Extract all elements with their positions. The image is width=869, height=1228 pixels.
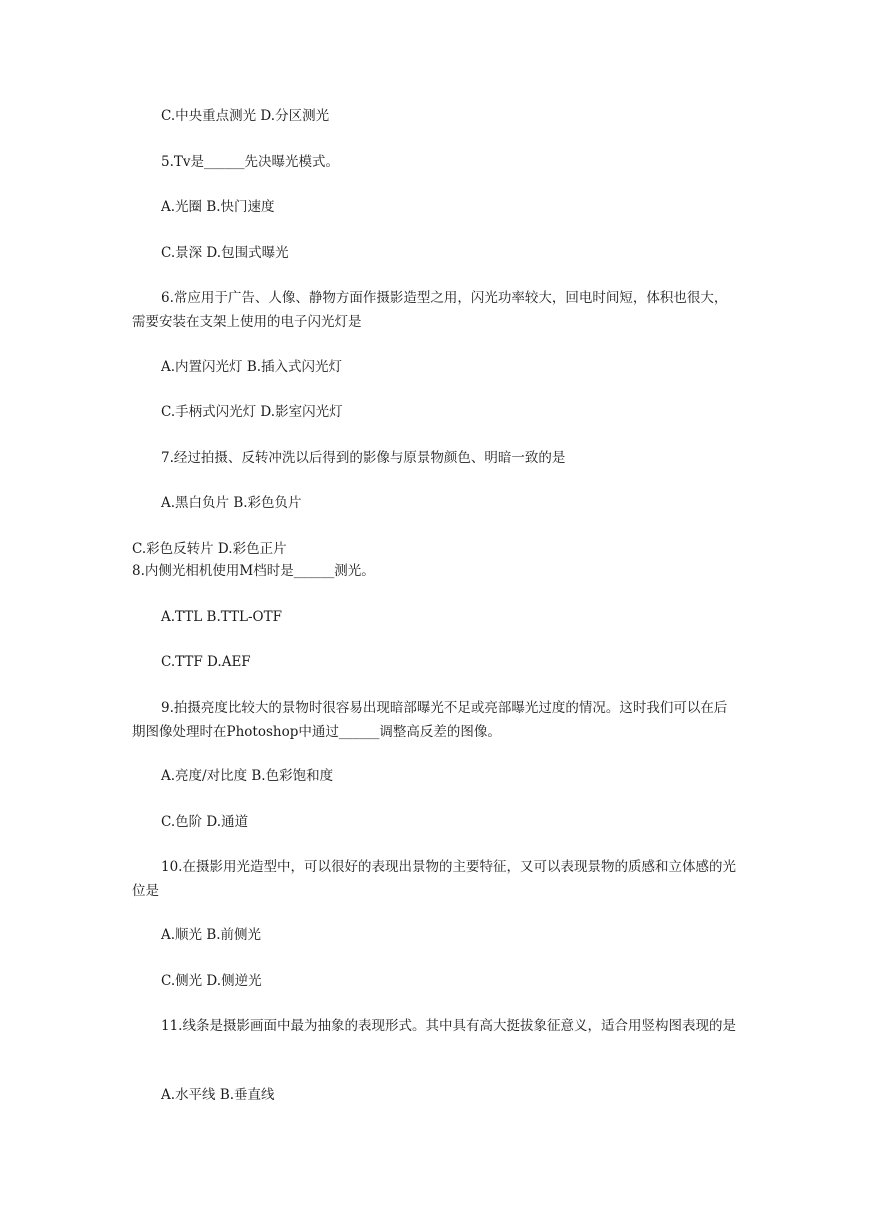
- option-line: C.色阶 D.通道: [161, 814, 249, 830]
- option-line: A.水平线 B.垂直线: [161, 1087, 275, 1103]
- question-5: 5.Tv是______先决曝光模式。: [161, 154, 340, 170]
- option-line: C.景深 D.包围式曝光: [161, 245, 289, 261]
- option-line: A.内置闪光灯 B.插入式闪光灯: [161, 359, 343, 375]
- option-line: C.TTF D.AEF: [161, 654, 251, 670]
- option-line: A.黑白负片 B.彩色负片: [161, 495, 302, 511]
- question-11: 11.线条是摄影画面中最为抽象的表现形式。其中具有高大挺拔象征意义，适合用竖构图表现的是: [161, 1018, 736, 1034]
- option-line: C.侧光 D.侧逆光: [161, 973, 262, 989]
- question-10: 10.在摄影用光造型中，可以很好的表现出景物的主要特征，又可以表现景物的质感和立体感的光位是: [132, 859, 736, 899]
- question-7: 7.经过拍摄、反转冲洗以后得到的影像与原景物颜色、明暗一致的是: [161, 450, 566, 466]
- option-line: C.彩色反转片 D.彩色正片: [132, 541, 287, 557]
- question-8: 8.内侧光相机使用M档时是______测光。: [132, 563, 375, 579]
- option-line: A.亮度/对比度 B.色彩饱和度: [161, 768, 334, 784]
- option-line: A.TTL B.TTL-OTF: [161, 609, 282, 625]
- option-line: A.光圈 B.快门速度: [161, 199, 275, 215]
- option-line: C.手柄式闪光灯 D.影室闪光灯: [161, 404, 343, 420]
- option-line: A.顺光 B.前侧光: [161, 927, 262, 943]
- option-line: C.中央重点测光 D.分区测光: [161, 108, 330, 124]
- question-6: 6.常应用于广告、人像、静物方面作摄影造型之用，闪光功率较大，回电时间短，体积也很大，需要安装在支架上使用的电子闪光灯是: [132, 290, 728, 330]
- question-9: 9.拍摄亮度比较大的景物时很容易出现暗部曝光不足或亮部曝光过度的情况。这时我们可以在后期图像处理时在Photoshop中通过______调整高反差的图像。: [132, 700, 728, 740]
